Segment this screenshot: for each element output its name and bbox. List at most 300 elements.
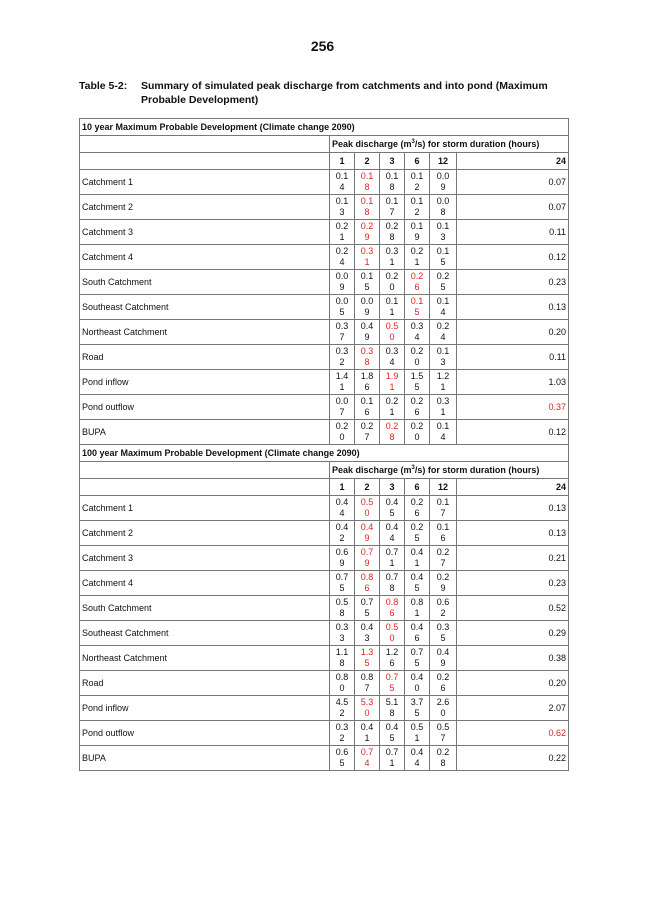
value-cell-6h (405, 596, 430, 621)
table-row (80, 345, 569, 370)
value-line-1: 0.1 (360, 396, 374, 406)
value-cell-6h (405, 671, 430, 696)
value-line-2: 8 (389, 708, 395, 718)
value-cell-2h (355, 546, 380, 571)
value-cell-6h (405, 546, 430, 571)
value-cell-2h (355, 521, 380, 546)
value-line-2: 9 (364, 232, 370, 242)
value-line-2: 1 (364, 733, 370, 743)
value-line-1: 0.1 (436, 497, 450, 507)
value-cell-6h (405, 320, 430, 345)
value-line-1: 0.7 (385, 572, 399, 582)
table-row (80, 521, 569, 546)
row-name: Road (80, 345, 330, 370)
value-line-1: 0.3 (360, 346, 374, 356)
value-cell-24h: 0.12 (457, 420, 569, 445)
value-line-1: 0.1 (436, 346, 450, 356)
value-line-2: 8 (364, 207, 370, 217)
value-cell-1h (330, 571, 355, 596)
value-cell-3h (380, 270, 405, 295)
value-cell-12h (430, 320, 457, 345)
value-cell-12h (430, 245, 457, 270)
value-cell-24h: 2.07 (457, 696, 569, 721)
value-line-1: 0.3 (335, 346, 349, 356)
value-cell-1h (330, 696, 355, 721)
value-line-2: 9 (414, 232, 420, 242)
value-line-1: 0.5 (436, 722, 450, 732)
value-cell-2h (355, 370, 380, 395)
value-line-1: 0.3 (335, 321, 349, 331)
value-line-1: 1.4 (335, 371, 349, 381)
value-line-1: 0.1 (385, 171, 399, 181)
value-line-1: 0.4 (360, 622, 374, 632)
cubic-superscript: 3 (411, 465, 415, 471)
value-cell-6h (405, 746, 430, 771)
value-cell-6h (405, 170, 430, 195)
value-line-2: 7 (364, 683, 370, 693)
row-name: BUPA (80, 746, 330, 771)
value-line-2: 4 (440, 332, 446, 342)
value-line-2: 5 (440, 633, 446, 643)
value-line-1: 0.2 (360, 221, 374, 231)
value-cell-12h (430, 621, 457, 646)
value-line-1: 0.8 (360, 672, 374, 682)
value-line-1: 0.7 (410, 647, 424, 657)
value-line-2: 6 (364, 382, 370, 392)
value-line-2: 1 (389, 307, 395, 317)
value-line-1: 0.3 (335, 722, 349, 732)
value-line-2: 8 (339, 608, 345, 618)
value-line-2: 1 (364, 257, 370, 267)
value-cell-24h: 0.13 (457, 295, 569, 320)
row-name: BUPA (80, 420, 330, 445)
value-cell-24h: 0.62 (457, 721, 569, 746)
peak-header-row (80, 136, 569, 153)
value-line-1: 0.7 (360, 747, 374, 757)
value-cell-1h (330, 195, 355, 220)
table-row (80, 746, 569, 771)
value-line-2: 5 (364, 608, 370, 618)
value-line-1: 0.3 (385, 246, 399, 256)
value-line-2: 1 (414, 733, 420, 743)
value-line-2: 1 (414, 608, 420, 618)
value-line-2: 9 (364, 332, 370, 342)
value-line-2: 6 (364, 583, 370, 593)
row-name: Catchment 3 (80, 220, 330, 245)
value-cell-1h (330, 671, 355, 696)
value-cell-3h (380, 746, 405, 771)
row-name: Catchment 2 (80, 521, 330, 546)
value-line-2: 1 (389, 382, 395, 392)
value-line-1: 5.1 (385, 697, 399, 707)
value-line-2: 2 (339, 733, 345, 743)
value-cell-12h (430, 721, 457, 746)
value-line-1: 1.3 (360, 647, 374, 657)
value-line-1: 0.0 (335, 271, 349, 281)
value-line-2: 8 (389, 182, 395, 192)
duration-header-1: 1 (330, 153, 355, 170)
value-line-2: 5 (414, 583, 420, 593)
cubic-superscript: 3 (411, 139, 415, 145)
value-line-1: 0.2 (360, 421, 374, 431)
value-cell-24h: 0.07 (457, 170, 569, 195)
value-line-2: 5 (414, 533, 420, 543)
row-name: Catchment 2 (80, 195, 330, 220)
value-line-2: 3 (339, 207, 345, 217)
value-cell-6h (405, 345, 430, 370)
value-line-1: 0.4 (436, 647, 450, 657)
value-line-2: 3 (339, 633, 345, 643)
caption-label: Table 5-2: (79, 80, 128, 92)
value-cell-3h (380, 671, 405, 696)
row-name: Catchment 4 (80, 571, 330, 596)
value-line-2: 1 (339, 382, 345, 392)
value-cell-1h (330, 646, 355, 671)
value-line-2: 9 (440, 182, 446, 192)
value-line-1: 0.7 (385, 747, 399, 757)
value-cell-12h (430, 746, 457, 771)
row-name: Road (80, 671, 330, 696)
value-line-1: 0.2 (410, 271, 424, 281)
value-cell-6h (405, 395, 430, 420)
value-cell-12h (430, 496, 457, 521)
value-cell-2h (355, 646, 380, 671)
value-line-2: 5 (364, 282, 370, 292)
table-row (80, 596, 569, 621)
value-cell-12h (430, 420, 457, 445)
value-line-1: 0.4 (410, 672, 424, 682)
value-line-1: 0.4 (335, 522, 349, 532)
value-line-1: 0.1 (436, 246, 450, 256)
value-line-1: 0.4 (410, 572, 424, 582)
table-row (80, 621, 569, 646)
value-cell-24h: 0.23 (457, 571, 569, 596)
value-cell-24h: 0.52 (457, 596, 569, 621)
value-cell-3h (380, 621, 405, 646)
duration-blank-cell (80, 479, 330, 496)
table-row (80, 170, 569, 195)
peak-header-row (80, 462, 569, 479)
value-line-1: 1.2 (385, 647, 399, 657)
value-line-2: 1 (389, 758, 395, 768)
value-line-1: 1.5 (410, 371, 424, 381)
row-name: Pond inflow (80, 696, 330, 721)
value-line-1: 0.0 (335, 296, 349, 306)
value-cell-1h (330, 496, 355, 521)
row-name: Northeast Catchment (80, 320, 330, 345)
value-cell-12h (430, 646, 457, 671)
value-line-1: 0.4 (335, 497, 349, 507)
value-cell-6h (405, 220, 430, 245)
value-cell-1h (330, 621, 355, 646)
value-line-2: 4 (364, 758, 370, 768)
value-line-1: 0.2 (385, 421, 399, 431)
value-line-2: 0 (389, 332, 395, 342)
value-cell-1h (330, 721, 355, 746)
value-line-1: 0.2 (385, 396, 399, 406)
table-row (80, 395, 569, 420)
value-line-1: 0.1 (436, 522, 450, 532)
value-cell-6h (405, 521, 430, 546)
value-line-1: 0.7 (385, 672, 399, 682)
value-line-1: 0.1 (410, 296, 424, 306)
value-line-2: 9 (440, 658, 446, 668)
value-line-1: 0.1 (410, 221, 424, 231)
value-cell-1h (330, 295, 355, 320)
value-line-2: 6 (414, 407, 420, 417)
value-line-1: 0.2 (335, 221, 349, 231)
row-name: Southeast Catchment (80, 621, 330, 646)
value-line-1: 0.1 (360, 271, 374, 281)
value-line-2: 7 (440, 508, 446, 518)
value-line-2: 5 (440, 282, 446, 292)
value-line-2: 0 (389, 282, 395, 292)
value-line-1: 0.5 (385, 622, 399, 632)
value-cell-3h (380, 395, 405, 420)
value-line-2: 2 (414, 207, 420, 217)
value-line-1: 0.3 (360, 246, 374, 256)
value-line-1: 0.4 (410, 622, 424, 632)
table-row (80, 671, 569, 696)
peak-discharge-header: Peak discharge $(m^3/s)$ for storm duration (hours) (330, 462, 569, 479)
value-cell-6h (405, 295, 430, 320)
value-cell-24h: 0.07 (457, 195, 569, 220)
value-cell-2h (355, 395, 380, 420)
value-cell-2h (355, 220, 380, 245)
value-line-2: 1 (414, 257, 420, 267)
value-cell-24h: 0.29 (457, 621, 569, 646)
value-line-2: 6 (364, 407, 370, 417)
row-name: Catchment 1 (80, 496, 330, 521)
value-line-2: 4 (414, 332, 420, 342)
value-line-1: 4.5 (335, 697, 349, 707)
value-line-1: 5.3 (360, 697, 374, 707)
value-line-1: 0.5 (360, 497, 374, 507)
value-cell-12h (430, 370, 457, 395)
value-cell-3h (380, 320, 405, 345)
value-cell-24h: 0.22 (457, 746, 569, 771)
value-line-2: 2 (339, 533, 345, 543)
duration-header-2: 2 (355, 153, 380, 170)
value-cell-3h (380, 596, 405, 621)
value-line-2: 2 (414, 182, 420, 192)
value-line-2: 8 (339, 658, 345, 668)
value-line-1: 0.2 (335, 246, 349, 256)
value-line-2: 3 (364, 633, 370, 643)
value-line-1: 0.4 (385, 522, 399, 532)
value-cell-24h: 0.12 (457, 245, 569, 270)
value-cell-12h (430, 395, 457, 420)
value-cell-2h (355, 170, 380, 195)
peak-discharge-table (79, 118, 569, 771)
value-line-1: 0.8 (385, 597, 399, 607)
value-line-1: 0.6 (335, 547, 349, 557)
value-line-1: 0.1 (385, 196, 399, 206)
table-row (80, 295, 569, 320)
value-line-1: 0.2 (436, 547, 450, 557)
value-line-2: 5 (440, 257, 446, 267)
value-line-1: 0.3 (335, 622, 349, 632)
value-cell-6h (405, 721, 430, 746)
value-line-2: 4 (440, 432, 446, 442)
value-line-2: 7 (339, 407, 345, 417)
value-line-2: 1 (339, 232, 345, 242)
value-line-2: 5 (389, 683, 395, 693)
value-cell-6h (405, 245, 430, 270)
value-line-2: 6 (389, 658, 395, 668)
value-cell-24h: 0.37 (457, 395, 569, 420)
value-cell-2h (355, 320, 380, 345)
value-line-1: 0.2 (436, 321, 450, 331)
value-line-2: 0 (339, 683, 345, 693)
value-line-1: 2.6 (436, 697, 450, 707)
value-line-2: 5 (414, 708, 420, 718)
value-line-1: 0.0 (436, 171, 450, 181)
value-line-2: 0 (414, 357, 420, 367)
value-line-2: 6 (414, 633, 420, 643)
value-line-1: 0.2 (436, 572, 450, 582)
value-line-2: 8 (364, 182, 370, 192)
table-row (80, 320, 569, 345)
value-line-2: 4 (440, 307, 446, 317)
value-line-1: 0.4 (410, 747, 424, 757)
page-number: 256 (310, 38, 335, 54)
value-cell-12h (430, 220, 457, 245)
value-cell-2h (355, 420, 380, 445)
value-cell-1h (330, 370, 355, 395)
value-cell-3h (380, 220, 405, 245)
value-line-2: 5 (414, 658, 420, 668)
value-cell-2h (355, 746, 380, 771)
value-line-1: 0.7 (385, 547, 399, 557)
value-line-2: 5 (389, 508, 395, 518)
value-line-2: 0 (389, 633, 395, 643)
value-cell-2h (355, 596, 380, 621)
value-line-2: 5 (339, 583, 345, 593)
value-cell-3h (380, 496, 405, 521)
value-line-2: 1 (440, 407, 446, 417)
value-line-1: 0.3 (410, 321, 424, 331)
value-line-1: 0.2 (436, 672, 450, 682)
value-cell-6h (405, 420, 430, 445)
value-cell-1h (330, 596, 355, 621)
value-cell-1h (330, 320, 355, 345)
value-cell-3h (380, 420, 405, 445)
value-line-2: 1 (414, 558, 420, 568)
value-cell-12h (430, 345, 457, 370)
value-cell-12h (430, 521, 457, 546)
value-line-2: 9 (364, 533, 370, 543)
value-line-1: 0.1 (385, 296, 399, 306)
section-title-row (80, 445, 569, 462)
duration-header-1: 1 (330, 479, 355, 496)
row-name: Northeast Catchment (80, 646, 330, 671)
duration-header-12: 12 (430, 153, 457, 170)
value-cell-24h: 0.11 (457, 345, 569, 370)
value-line-2: 5 (364, 658, 370, 668)
table-body (80, 119, 569, 771)
value-line-1: 0.6 (436, 597, 450, 607)
value-cell-1h (330, 420, 355, 445)
duration-header-12: 12 (430, 479, 457, 496)
value-line-2: 1 (389, 558, 395, 568)
value-line-1: 0.5 (385, 321, 399, 331)
duration-header-6: 6 (405, 153, 430, 170)
value-line-2: 2 (339, 357, 345, 367)
value-cell-1h (330, 546, 355, 571)
row-name: Catchment 4 (80, 245, 330, 270)
value-line-2: 9 (440, 583, 446, 593)
value-line-2: 7 (364, 432, 370, 442)
value-line-2: 0 (364, 708, 370, 718)
value-line-2: 7 (440, 558, 446, 568)
value-line-1: 0.1 (335, 196, 349, 206)
value-cell-24h: 0.13 (457, 521, 569, 546)
value-line-2: 9 (364, 558, 370, 568)
duration-header-3: 3 (380, 479, 405, 496)
value-line-1: 0.6 (335, 747, 349, 757)
value-cell-6h (405, 696, 430, 721)
value-line-1: 0.7 (360, 547, 374, 557)
value-cell-1h (330, 170, 355, 195)
value-line-1: 0.0 (360, 296, 374, 306)
value-line-1: 0.4 (360, 722, 374, 732)
value-cell-24h: 0.21 (457, 546, 569, 571)
value-cell-3h (380, 195, 405, 220)
value-line-2: 7 (339, 332, 345, 342)
value-cell-3h (380, 245, 405, 270)
value-cell-3h (380, 721, 405, 746)
value-cell-12h (430, 671, 457, 696)
value-line-1: 0.4 (360, 321, 374, 331)
duration-header-6: 6 (405, 479, 430, 496)
value-cell-24h: 1.03 (457, 370, 569, 395)
value-line-2: 4 (389, 533, 395, 543)
duration-header-2: 2 (355, 479, 380, 496)
value-line-1: 0.3 (436, 622, 450, 632)
value-line-1: 0.4 (360, 522, 374, 532)
value-cell-2h (355, 245, 380, 270)
table-row (80, 220, 569, 245)
value-cell-1h (330, 220, 355, 245)
value-line-1: 1.2 (436, 371, 450, 381)
value-line-1: 0.2 (410, 396, 424, 406)
value-line-1: 0.1 (360, 171, 374, 181)
value-cell-12h (430, 170, 457, 195)
value-line-2: 4 (339, 257, 345, 267)
value-line-2: 7 (440, 733, 446, 743)
value-line-1: 0.1 (360, 196, 374, 206)
value-line-2: 4 (339, 182, 345, 192)
value-line-1: 0.8 (410, 597, 424, 607)
value-line-1: 0.2 (410, 421, 424, 431)
value-line-2: 0 (339, 432, 345, 442)
value-cell-1h (330, 395, 355, 420)
value-cell-12h (430, 571, 457, 596)
value-line-1: 1.9 (385, 371, 399, 381)
value-cell-3h (380, 345, 405, 370)
value-line-2: 8 (389, 583, 395, 593)
value-line-1: 0.1 (436, 221, 450, 231)
value-cell-2h (355, 696, 380, 721)
table-caption (79, 79, 559, 107)
row-name: Southeast Catchment (80, 295, 330, 320)
table-row (80, 420, 569, 445)
value-cell-2h (355, 270, 380, 295)
value-cell-3h (380, 646, 405, 671)
row-name: South Catchment (80, 270, 330, 295)
value-cell-24h: 0.38 (457, 646, 569, 671)
